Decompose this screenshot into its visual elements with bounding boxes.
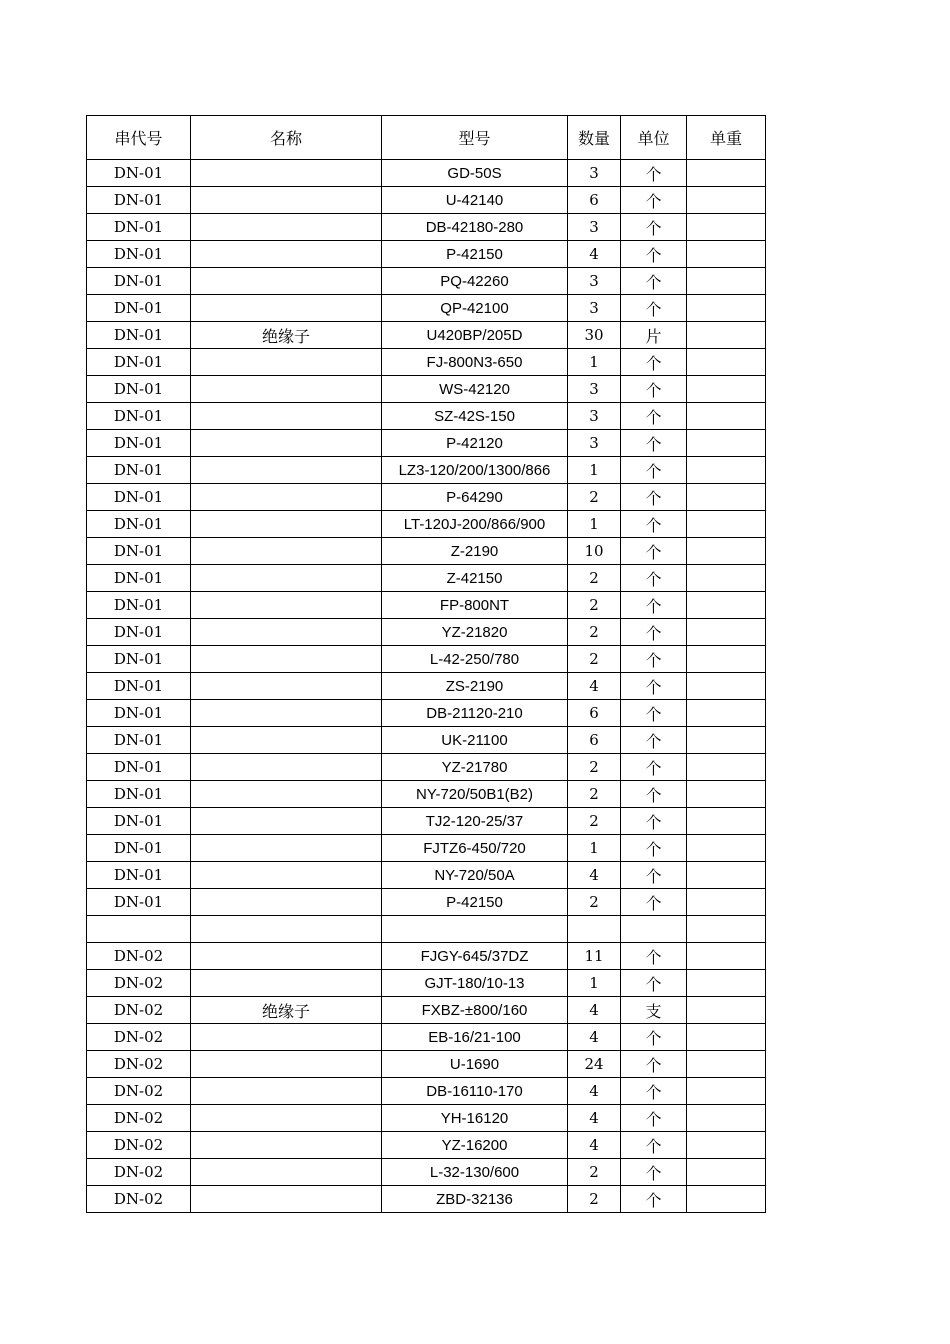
- cell-weight: [687, 538, 766, 565]
- header-name: 名称: [191, 116, 382, 160]
- cell-weight: [687, 511, 766, 538]
- table-row: [87, 1105, 766, 1132]
- cell-model: [382, 916, 568, 943]
- table-row: [87, 781, 766, 808]
- cell-qty: 3: [568, 214, 621, 241]
- cell-weight: [687, 322, 766, 349]
- cell-model: L-32-130/600: [382, 1159, 568, 1186]
- cell-qty: [568, 916, 621, 943]
- cell-code: DN-02: [87, 1051, 191, 1078]
- table-row: [87, 889, 766, 916]
- table-row: [87, 295, 766, 322]
- cell-weight: [687, 484, 766, 511]
- table-row: [87, 511, 766, 538]
- cell-weight: [687, 997, 766, 1024]
- cell-model: FJTZ6-450/720: [382, 835, 568, 862]
- cell-qty: 2: [568, 484, 621, 511]
- table-row: [87, 187, 766, 214]
- cell-name: [191, 1186, 382, 1213]
- cell-qty: 2: [568, 889, 621, 916]
- cell-model: YH-16120: [382, 1105, 568, 1132]
- cell-name: [191, 808, 382, 835]
- cell-code: DN-01: [87, 646, 191, 673]
- cell-qty: 3: [568, 376, 621, 403]
- cell-unit: 个: [621, 1078, 687, 1105]
- cell-weight: [687, 646, 766, 673]
- table-row: [87, 754, 766, 781]
- cell-name: [191, 943, 382, 970]
- cell-code: DN-02: [87, 1132, 191, 1159]
- table-row: [87, 862, 766, 889]
- cell-code: DN-01: [87, 673, 191, 700]
- cell-code: DN-02: [87, 1186, 191, 1213]
- cell-unit: 个: [621, 565, 687, 592]
- table-row: [87, 322, 766, 349]
- cell-weight: [687, 1159, 766, 1186]
- cell-model: NY-720/50A: [382, 862, 568, 889]
- cell-model: YZ-21820: [382, 619, 568, 646]
- cell-qty: 2: [568, 781, 621, 808]
- cell-model: YZ-21780: [382, 754, 568, 781]
- cell-weight: [687, 835, 766, 862]
- cell-weight: [687, 673, 766, 700]
- cell-qty: 2: [568, 646, 621, 673]
- cell-name: [191, 592, 382, 619]
- cell-name: [191, 511, 382, 538]
- cell-name: [191, 241, 382, 268]
- cell-qty: 2: [568, 808, 621, 835]
- cell-name: [191, 754, 382, 781]
- cell-unit: 支: [621, 997, 687, 1024]
- cell-code: DN-01: [87, 187, 191, 214]
- cell-name: [191, 700, 382, 727]
- cell-name: [191, 862, 382, 889]
- cell-weight: [687, 376, 766, 403]
- cell-model: YZ-16200: [382, 1132, 568, 1159]
- cell-model: DB-21120-210: [382, 700, 568, 727]
- cell-model: NY-720/50B1(B2): [382, 781, 568, 808]
- cell-qty: 3: [568, 430, 621, 457]
- cell-qty: 6: [568, 700, 621, 727]
- table-row: [87, 349, 766, 376]
- cell-model: P-64290: [382, 484, 568, 511]
- cell-qty: 1: [568, 970, 621, 997]
- cell-code: DN-01: [87, 484, 191, 511]
- cell-code: DN-01: [87, 214, 191, 241]
- table-row: [87, 808, 766, 835]
- cell-qty: 2: [568, 565, 621, 592]
- cell-code: DN-01: [87, 754, 191, 781]
- header-model: 型号: [382, 116, 568, 160]
- cell-weight: [687, 430, 766, 457]
- cell-model: DB-16110-170: [382, 1078, 568, 1105]
- cell-qty: 2: [568, 754, 621, 781]
- cell-model: TJ2-120-25/37: [382, 808, 568, 835]
- cell-weight: [687, 214, 766, 241]
- cell-unit: 个: [621, 160, 687, 187]
- cell-name: [191, 538, 382, 565]
- header-row: [87, 116, 766, 160]
- cell-model: LT-120J-200/866/900: [382, 511, 568, 538]
- cell-code: DN-01: [87, 322, 191, 349]
- table-row: [87, 241, 766, 268]
- cell-weight: [687, 565, 766, 592]
- cell-code: DN-01: [87, 565, 191, 592]
- table-row: [87, 1078, 766, 1105]
- cell-model: FXBZ-±800/160: [382, 997, 568, 1024]
- cell-unit: 个: [621, 430, 687, 457]
- cell-model: PQ-42260: [382, 268, 568, 295]
- cell-name: 绝缘子: [191, 997, 382, 1024]
- cell-unit: 个: [621, 943, 687, 970]
- cell-model: SZ-42S-150: [382, 403, 568, 430]
- cell-unit: 个: [621, 781, 687, 808]
- cell-code: DN-01: [87, 592, 191, 619]
- header-unit: 单位: [621, 116, 687, 160]
- cell-name: [191, 1159, 382, 1186]
- cell-code: DN-01: [87, 241, 191, 268]
- table-row: [87, 700, 766, 727]
- cell-qty: 30: [568, 322, 621, 349]
- table-row: [87, 214, 766, 241]
- cell-weight: [687, 457, 766, 484]
- cell-weight: [687, 619, 766, 646]
- cell-weight: [687, 241, 766, 268]
- cell-code: DN-01: [87, 781, 191, 808]
- cell-unit: 个: [621, 376, 687, 403]
- cell-code: DN-02: [87, 1024, 191, 1051]
- cell-code: DN-02: [87, 1078, 191, 1105]
- cell-unit: 个: [621, 403, 687, 430]
- cell-weight: [687, 943, 766, 970]
- cell-name: [191, 673, 382, 700]
- cell-name: [191, 889, 382, 916]
- parts-table: [86, 115, 766, 1213]
- cell-unit: 个: [621, 349, 687, 376]
- cell-code: DN-02: [87, 1159, 191, 1186]
- cell-qty: 3: [568, 268, 621, 295]
- cell-name: [191, 646, 382, 673]
- cell-model: FJGY-645/37DZ: [382, 943, 568, 970]
- cell-unit: [621, 916, 687, 943]
- cell-weight: [687, 592, 766, 619]
- cell-name: [191, 619, 382, 646]
- table-row: [87, 160, 766, 187]
- cell-name: [191, 1105, 382, 1132]
- cell-weight: [687, 1051, 766, 1078]
- cell-qty: 4: [568, 1132, 621, 1159]
- cell-unit: 个: [621, 862, 687, 889]
- cell-qty: 2: [568, 1159, 621, 1186]
- cell-code: DN-01: [87, 349, 191, 376]
- cell-code: [87, 916, 191, 943]
- cell-unit: 个: [621, 268, 687, 295]
- cell-weight: [687, 970, 766, 997]
- cell-name: [191, 457, 382, 484]
- cell-unit: 片: [621, 322, 687, 349]
- cell-qty: 24: [568, 1051, 621, 1078]
- cell-model: FP-800NT: [382, 592, 568, 619]
- cell-model: GD-50S: [382, 160, 568, 187]
- table-row: [87, 943, 766, 970]
- cell-qty: 10: [568, 538, 621, 565]
- cell-weight: [687, 727, 766, 754]
- cell-name: [191, 916, 382, 943]
- cell-unit: 个: [621, 970, 687, 997]
- cell-weight: [687, 1024, 766, 1051]
- table-row: [87, 835, 766, 862]
- table-row: [87, 268, 766, 295]
- table-row: [87, 673, 766, 700]
- cell-weight: [687, 1186, 766, 1213]
- table-row: [87, 619, 766, 646]
- cell-unit: 个: [621, 1159, 687, 1186]
- cell-weight: [687, 1105, 766, 1132]
- cell-name: [191, 376, 382, 403]
- cell-unit: 个: [621, 754, 687, 781]
- cell-model: QP-42100: [382, 295, 568, 322]
- cell-weight: [687, 808, 766, 835]
- cell-model: ZBD-32136: [382, 1186, 568, 1213]
- cell-code: DN-01: [87, 538, 191, 565]
- cell-code: DN-01: [87, 727, 191, 754]
- cell-unit: 个: [621, 1105, 687, 1132]
- cell-name: [191, 1078, 382, 1105]
- table-row: [87, 1051, 766, 1078]
- cell-unit: 个: [621, 592, 687, 619]
- cell-code: DN-01: [87, 376, 191, 403]
- cell-name: [191, 295, 382, 322]
- cell-code: DN-01: [87, 808, 191, 835]
- cell-code: DN-01: [87, 700, 191, 727]
- cell-name: [191, 349, 382, 376]
- cell-code: DN-01: [87, 862, 191, 889]
- cell-name: [191, 781, 382, 808]
- cell-weight: [687, 160, 766, 187]
- cell-name: [191, 268, 382, 295]
- cell-code: DN-01: [87, 268, 191, 295]
- table-row: [87, 403, 766, 430]
- cell-weight: [687, 268, 766, 295]
- cell-qty: 4: [568, 1024, 621, 1051]
- cell-code: DN-01: [87, 511, 191, 538]
- cell-model: P-42150: [382, 889, 568, 916]
- cell-model: U-1690: [382, 1051, 568, 1078]
- cell-qty: 11: [568, 943, 621, 970]
- cell-weight: [687, 349, 766, 376]
- cell-weight: [687, 187, 766, 214]
- cell-qty: 2: [568, 592, 621, 619]
- cell-weight: [687, 781, 766, 808]
- cell-model: L-42-250/780: [382, 646, 568, 673]
- table-header: [87, 116, 766, 160]
- cell-qty: 2: [568, 1186, 621, 1213]
- cell-name: [191, 484, 382, 511]
- cell-model: P-42120: [382, 430, 568, 457]
- cell-unit: 个: [621, 511, 687, 538]
- cell-code: DN-02: [87, 943, 191, 970]
- cell-weight: [687, 700, 766, 727]
- cell-unit: 个: [621, 835, 687, 862]
- table-row: [87, 565, 766, 592]
- cell-name: [191, 403, 382, 430]
- cell-model: WS-42120: [382, 376, 568, 403]
- cell-qty: 4: [568, 1105, 621, 1132]
- table-row: [87, 997, 766, 1024]
- cell-weight: [687, 754, 766, 781]
- cell-qty: 6: [568, 727, 621, 754]
- cell-qty: 2: [568, 619, 621, 646]
- cell-name: [191, 187, 382, 214]
- cell-qty: 1: [568, 835, 621, 862]
- cell-unit: 个: [621, 619, 687, 646]
- cell-unit: 个: [621, 241, 687, 268]
- cell-qty: 6: [568, 187, 621, 214]
- cell-unit: 个: [621, 889, 687, 916]
- cell-name: [191, 970, 382, 997]
- cell-unit: 个: [621, 538, 687, 565]
- cell-model: FJ-800N3-650: [382, 349, 568, 376]
- cell-code: DN-02: [87, 997, 191, 1024]
- cell-model: DB-42180-280: [382, 214, 568, 241]
- table-row: [87, 457, 766, 484]
- cell-weight: [687, 889, 766, 916]
- cell-code: DN-01: [87, 160, 191, 187]
- header-weight: 单重: [687, 116, 766, 160]
- cell-name: [191, 160, 382, 187]
- cell-qty: 3: [568, 295, 621, 322]
- cell-weight: [687, 1132, 766, 1159]
- cell-model: P-42150: [382, 241, 568, 268]
- table-row: [87, 1132, 766, 1159]
- cell-model: Z-2190: [382, 538, 568, 565]
- cell-code: DN-01: [87, 619, 191, 646]
- cell-weight: [687, 295, 766, 322]
- table-row: [87, 430, 766, 457]
- cell-qty: 3: [568, 403, 621, 430]
- table-row: [87, 1186, 766, 1213]
- cell-model: U-42140: [382, 187, 568, 214]
- table-row: [87, 484, 766, 511]
- cell-unit: 个: [621, 808, 687, 835]
- cell-code: DN-01: [87, 430, 191, 457]
- cell-model: EB-16/21-100: [382, 1024, 568, 1051]
- cell-code: DN-01: [87, 889, 191, 916]
- cell-name: 绝缘子: [191, 322, 382, 349]
- cell-name: [191, 214, 382, 241]
- cell-code: DN-01: [87, 457, 191, 484]
- cell-name: [191, 835, 382, 862]
- cell-qty: 3: [568, 160, 621, 187]
- cell-code: DN-01: [87, 835, 191, 862]
- table-body: [87, 160, 766, 1213]
- cell-code: DN-02: [87, 1105, 191, 1132]
- table-row: [87, 970, 766, 997]
- cell-weight: [687, 862, 766, 889]
- cell-qty: 4: [568, 1078, 621, 1105]
- cell-name: [191, 430, 382, 457]
- cell-model: GJT-180/10-13: [382, 970, 568, 997]
- cell-unit: 个: [621, 1186, 687, 1213]
- cell-weight: [687, 916, 766, 943]
- cell-code: DN-01: [87, 295, 191, 322]
- cell-qty: 4: [568, 862, 621, 889]
- cell-model: UK-21100: [382, 727, 568, 754]
- table-row: [87, 1159, 766, 1186]
- cell-qty: 4: [568, 997, 621, 1024]
- table-row: [87, 727, 766, 754]
- cell-model: U420BP/205D: [382, 322, 568, 349]
- cell-weight: [687, 403, 766, 430]
- cell-weight: [687, 1078, 766, 1105]
- cell-unit: 个: [621, 214, 687, 241]
- cell-unit: 个: [621, 673, 687, 700]
- cell-code: DN-01: [87, 403, 191, 430]
- cell-unit: 个: [621, 1051, 687, 1078]
- cell-model: LZ3-120/200/1300/866: [382, 457, 568, 484]
- header-qty: 数量: [568, 116, 621, 160]
- cell-model: Z-42150: [382, 565, 568, 592]
- table-row: [87, 646, 766, 673]
- cell-qty: 1: [568, 349, 621, 376]
- cell-unit: 个: [621, 187, 687, 214]
- cell-unit: 个: [621, 457, 687, 484]
- cell-name: [191, 1051, 382, 1078]
- cell-unit: 个: [621, 484, 687, 511]
- cell-unit: 个: [621, 727, 687, 754]
- cell-name: [191, 565, 382, 592]
- table-row: [87, 592, 766, 619]
- cell-unit: 个: [621, 1024, 687, 1051]
- cell-unit: 个: [621, 295, 687, 322]
- cell-name: [191, 1024, 382, 1051]
- cell-name: [191, 727, 382, 754]
- cell-code: DN-02: [87, 970, 191, 997]
- cell-qty: 1: [568, 511, 621, 538]
- cell-qty: 1: [568, 457, 621, 484]
- table-row: [87, 1024, 766, 1051]
- cell-unit: 个: [621, 700, 687, 727]
- table-row: [87, 916, 766, 943]
- header-code: 串代号: [87, 116, 191, 160]
- cell-qty: 4: [568, 241, 621, 268]
- table-row: [87, 538, 766, 565]
- cell-qty: 4: [568, 673, 621, 700]
- cell-unit: 个: [621, 1132, 687, 1159]
- cell-name: [191, 1132, 382, 1159]
- cell-model: ZS-2190: [382, 673, 568, 700]
- table-row: [87, 376, 766, 403]
- cell-unit: 个: [621, 646, 687, 673]
